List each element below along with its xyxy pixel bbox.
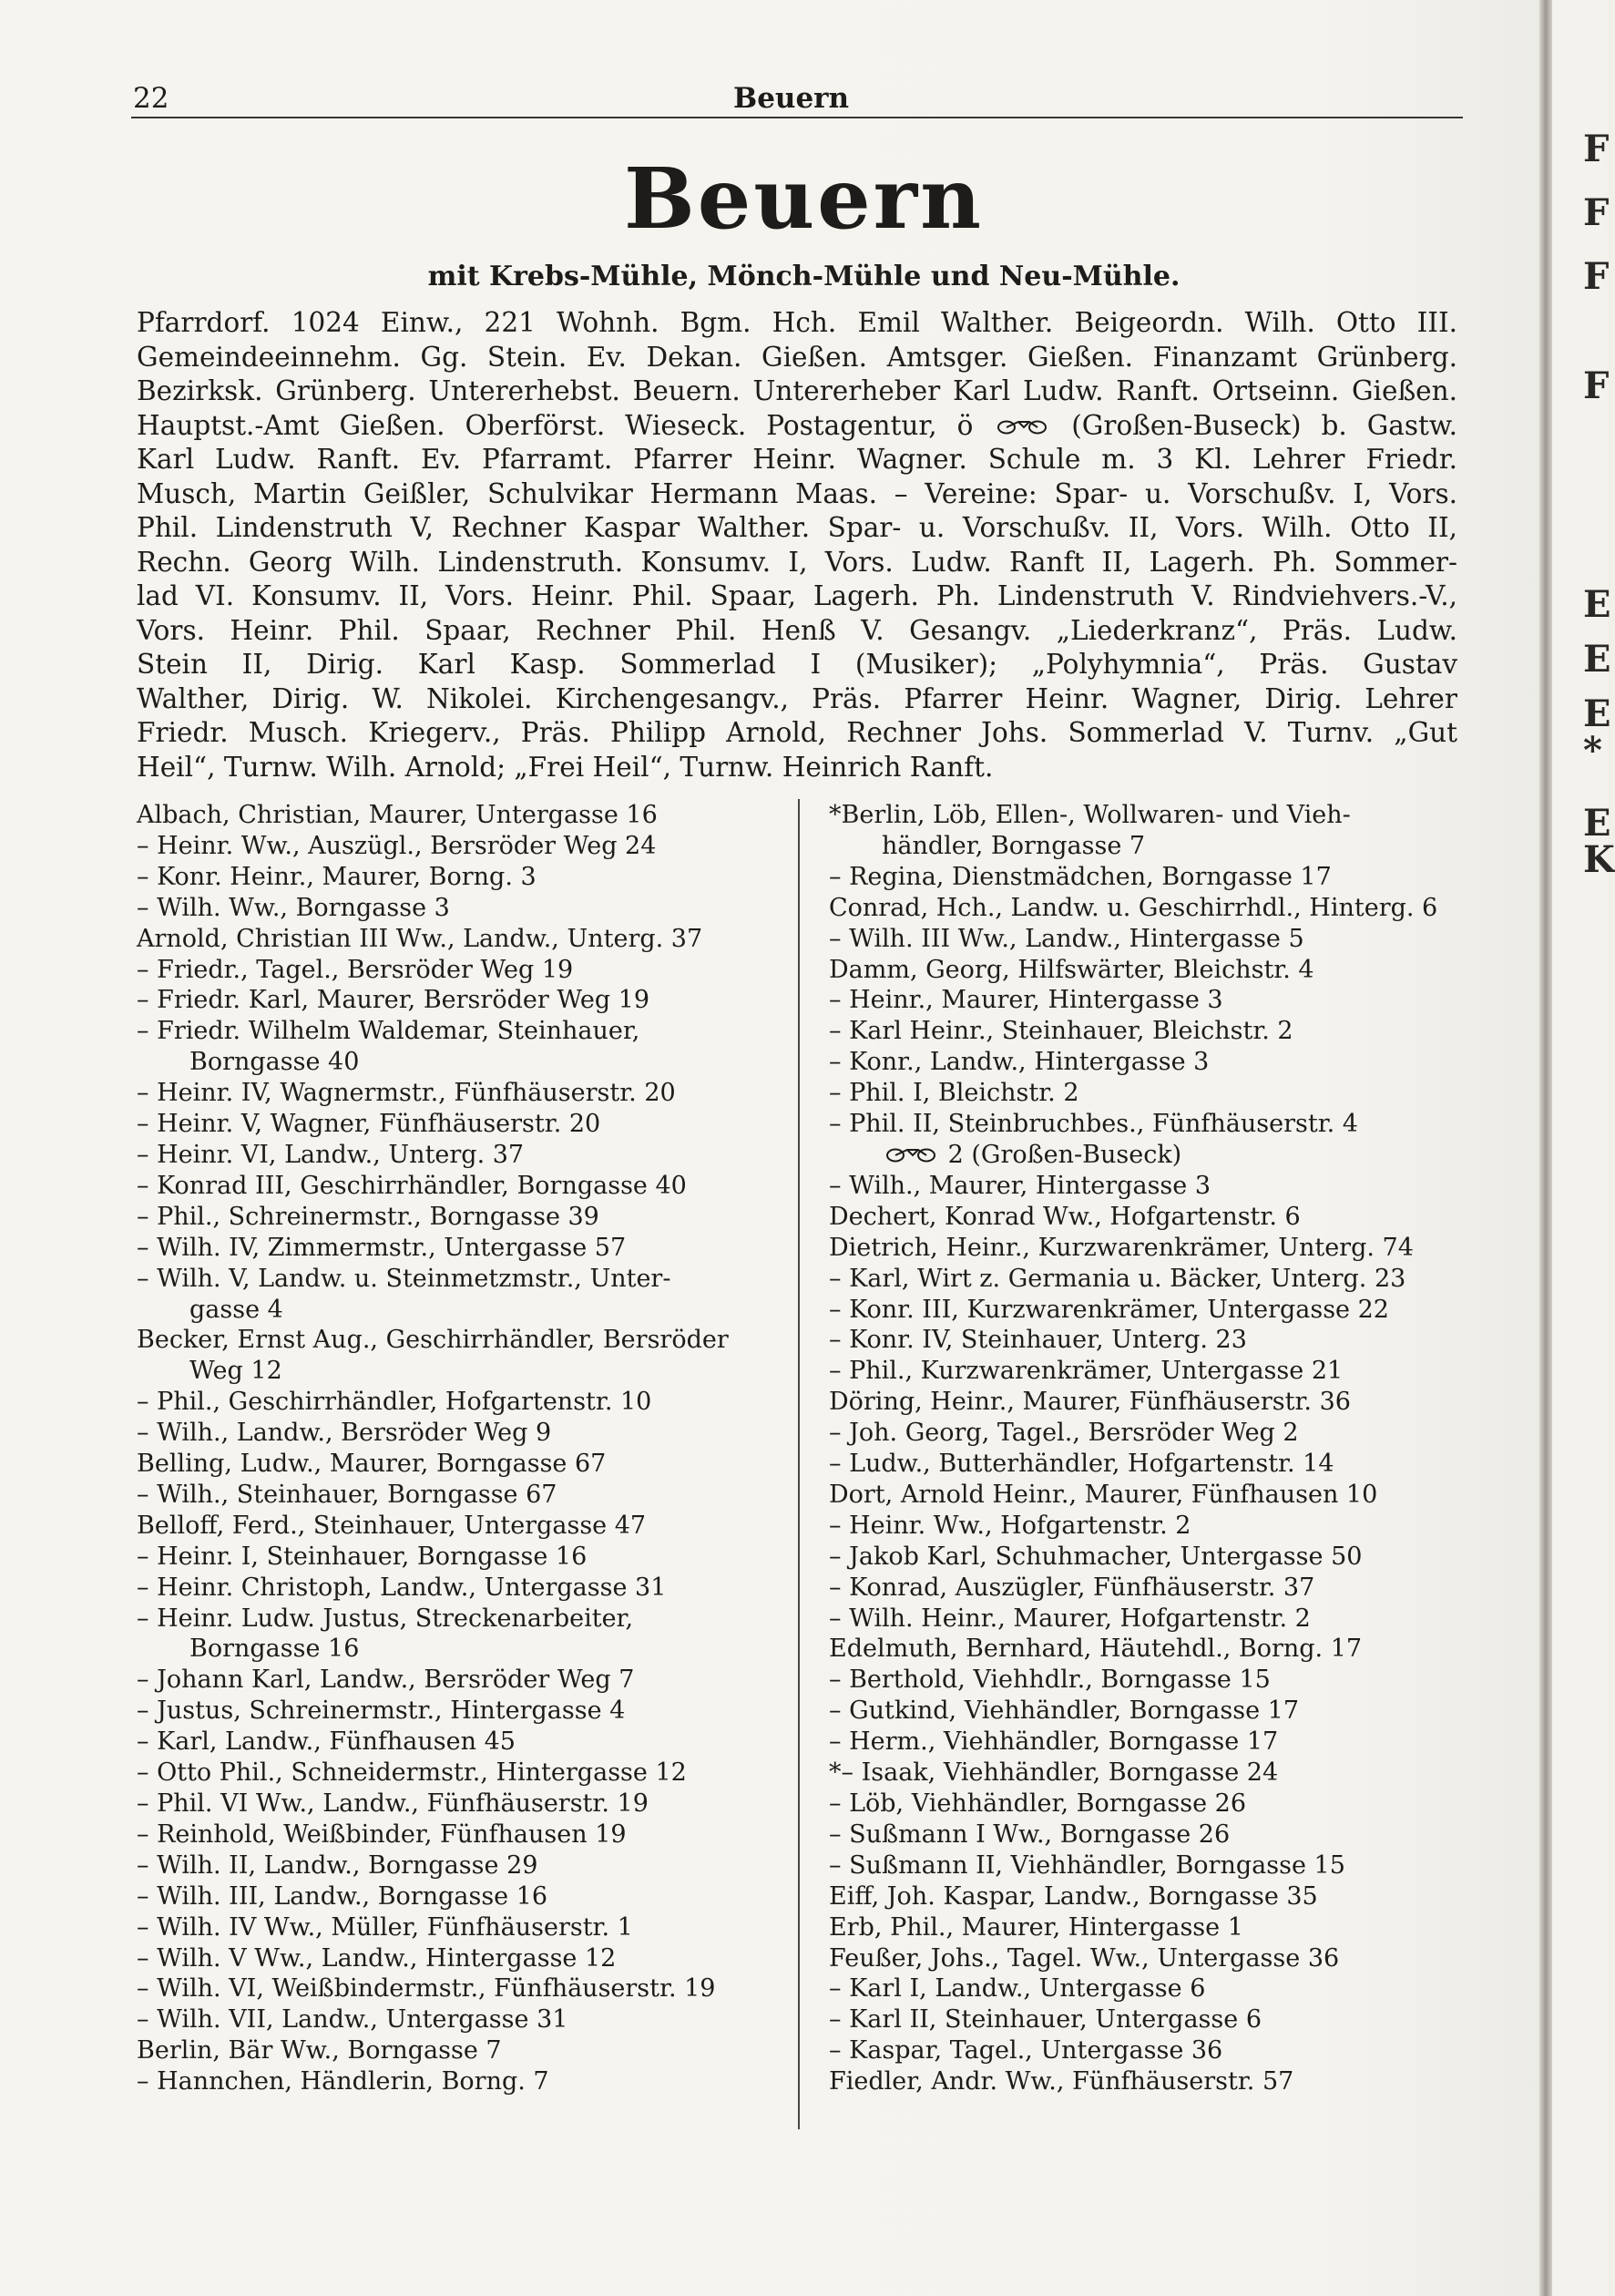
directory-entry: – Phil. I, Bleichstr. 2 [829, 1079, 1079, 1108]
directory-entry: – Regina, Dienstmädchen, Borngasse 17 [829, 862, 1332, 891]
directory-entry: – Konr. Heinr., Maurer, Borng. 3 [137, 862, 537, 891]
directory-entry: – Konr. IV, Steinhauer, Unterg. 23 [829, 1326, 1247, 1355]
directory-entry: – Wilh. IV, Zimmermstr., Untergasse 57 [137, 1233, 627, 1262]
directory-entry: Belloff, Ferd., Steinhauer, Untergasse 47 [137, 1511, 647, 1540]
facing-page-glyph: E [1583, 583, 1611, 626]
directory-entry: Borngasse 16 [189, 1635, 360, 1664]
intro-line-suffix: (Großen-Buseck) b. Gastw. [1051, 409, 1457, 441]
directory-entry: – Friedr. Wilhelm Waldemar, Steinhauer, [137, 1017, 640, 1046]
header-rule [131, 117, 1463, 118]
directory-entry: – Wilh. III Ww., Landw., Hintergasse 5 [829, 924, 1304, 953]
directory-entry: Arnold, Christian III Ww., Landw., Unterg. 37 [137, 924, 703, 953]
directory-entry: – Karl, Landw., Fünfhausen 45 [137, 1727, 516, 1757]
directory-entry: – Wilh. V, Landw. u. Steinmetzmstr., Unter- [137, 1264, 671, 1293]
facing-page-glyph: F [1583, 255, 1610, 298]
directory-entry: – Wilh. VII, Landw., Untergasse 31 [137, 2005, 568, 2035]
directory-entry: – Heinr. IV, Wagnermstr., Fünfhäuserstr. 20 [137, 1079, 676, 1108]
directory-entry: Dietrich, Heinr., Kurzwarenkrämer, Unterg. 74 [829, 1233, 1414, 1262]
facing-page-glyph: * [1583, 729, 1602, 772]
directory-entry: – Heinr. V, Wagner, Fünfhäuserstr. 20 [137, 1110, 601, 1139]
directory-entry: Feußer, Johs., Tagel. Ww., Untergasse 36 [829, 1943, 1340, 1973]
directory-entry: – Heinr. Ww., Hofgartenstr. 2 [829, 1511, 1191, 1540]
bicycle-postal-icon [885, 1147, 936, 1163]
directory-entry: – Otto Phil., Schneidermstr., Hintergasse 12 [137, 1758, 687, 1788]
intro-line: Pfarrdorf. 1024 Einw., 221 Wohnh. Bgm. Hch. Emil Walther. Beigeordn. Wilh. Otto III. [137, 307, 1457, 338]
directory-entry: – Phil., Geschirrhändler, Hofgartenstr. 10 [137, 1388, 652, 1417]
intro-line: Friedr. Musch. Kriegerv., Präs. Philipp Arnold, Rechner Johs. Sommerlad V. Turnv. „Gut [137, 717, 1457, 748]
intro-line: Heil“, Turnw. Wilh. Arnold; „Frei Heil“, Turnw. Heinrich Ranft. [137, 751, 994, 783]
directory-entry: händler, Borngasse 7 [882, 831, 1146, 860]
directory-entry: – Berthold, Viehhdlr., Borngasse 15 [829, 1666, 1271, 1695]
directory-entry: Döring, Heinr., Maurer, Fünfhäuserstr. 36 [829, 1388, 1351, 1417]
directory-entry: Conrad, Hch., Landw. u. Geschirrhdl., Hinterg. 6 [829, 893, 1438, 922]
directory-entry: Albach, Christian, Maurer, Untergasse 16 [137, 801, 658, 829]
intro-line: Phil. Lindenstruth V, Rechner Kaspar Walther. Spar- u. Vorschußv. II, Vors. Wilh. Otto II, [137, 512, 1457, 543]
intro-line: Vors. Heinr. Phil. Spaar, Rechner Phil. Henß V. Gesangv. „Liederkranz“, Präs. Ludw. [137, 614, 1457, 646]
intro-line: Hauptst.-Amt Gießen. Oberförst. Wieseck. Postagentur, ö (Großen-Buseck) b. Gastw. [137, 409, 1457, 441]
directory-entry: – Johann Karl, Landw., Bersröder Weg 7 [137, 1666, 635, 1695]
page-subtitle: mit Krebs-Mühle, Mönch-Mühle und Neu-Mühle. [427, 261, 1181, 292]
directory-entry: – Konrad III, Geschirrhändler, Borngasse 40 [137, 1171, 687, 1200]
directory-entry: – Wilh. Ww., Borngasse 3 [137, 893, 450, 922]
directory-entry: – Heinr. Ludw. Justus, Streckenarbeiter, [137, 1604, 634, 1633]
directory-entry: – Friedr. Karl, Maurer, Bersröder Weg 19 [137, 986, 650, 1015]
facing-page-glyph: E [1583, 638, 1611, 681]
directory-entry: – Wilh. IV Ww., Müller, Fünfhäuserstr. 1 [137, 1912, 633, 1942]
directory-entry: – Konr., Landw., Hintergasse 3 [829, 1048, 1210, 1077]
facing-page-glyph: F [1583, 128, 1610, 170]
intro-line: lad VI. Konsumv. II, Vors. Heinr. Phil. Spaar, Lagerh. Ph. Lindenstruth V. Rindviehvers.-V., [137, 580, 1457, 611]
directory-entry: – Gutkind, Viehhändler, Borngasse 17 [829, 1696, 1300, 1726]
directory-entry: – Hannchen, Händlerin, Borng. 7 [137, 2067, 549, 2096]
directory-entry: Borngasse 40 [189, 1048, 360, 1077]
directory-entry [829, 1140, 1467, 1171]
directory-entry: – Heinr. I, Steinhauer, Borngasse 16 [137, 1542, 588, 1571]
directory-entry: – Wilh. VI, Weißbindermstr., Fünfhäuserstr. 19 [137, 1974, 716, 2004]
directory-entry: Weg 12 [189, 1357, 282, 1386]
directory-entry: – Kaspar, Tagel., Untergasse 36 [829, 2036, 1223, 2065]
intro-line: Rechn. Georg Wilh. Lindenstruth. Konsumv. I, Vors. Ludw. Ranft II, Lagerh. Ph. Sommer- [137, 546, 1457, 578]
directory-entry: – Karl Heinr., Steinhauer, Bleichstr. 2 [829, 1017, 1293, 1046]
directory-entry: – Heinr. Christoph, Landw., Untergasse 31 [137, 1573, 667, 1602]
facing-page-glyph: K [1583, 838, 1615, 881]
directory-entry: – Karl I, Landw., Untergasse 6 [829, 1974, 1206, 2004]
facing-page-glyph: E [1583, 692, 1611, 735]
directory-entry: – Heinr. VI, Landw., Unterg. 37 [137, 1140, 525, 1169]
book-gutter [1539, 0, 1552, 2296]
running-head: Beuern [733, 82, 850, 115]
directory-entry: – Wilh. Heinr., Maurer, Hofgartenstr. 2 [829, 1604, 1311, 1633]
directory-entry: – Konr. III, Kurzwarenkrämer, Untergasse 22 [829, 1295, 1389, 1324]
directory-entry: Eiff, Joh. Kaspar, Landw., Borngasse 35 [829, 1881, 1318, 1911]
directory-entry: – Wilh., Landw., Bersröder Weg 9 [137, 1419, 552, 1448]
directory-entry: – Phil., Schreinermstr., Borngasse 39 [137, 1202, 599, 1231]
directory-entry: Belling, Ludw., Maurer, Borngasse 67 [137, 1450, 607, 1479]
directory-entry: *Berlin, Löb, Ellen-, Wollwaren- und Vieh- [829, 801, 1351, 829]
directory-entry: – Phil., Kurzwarenkrämer, Untergasse 21 [829, 1357, 1344, 1386]
directory-entry: – Sußmann I Ww., Borngasse 26 [829, 1819, 1231, 1849]
directory-entry: – Jakob Karl, Schuhmacher, Untergasse 50 [829, 1542, 1363, 1571]
directory-entry: Erb, Phil., Maurer, Hintergasse 1 [829, 1912, 1243, 1942]
directory-entry: – Sußmann II, Viehhändler, Borngasse 15 [829, 1850, 1345, 1880]
intro-line: Walther, Dirig. W. Nikolei. Kirchengesangv., Präs. Pfarrer Heinr. Wagner, Dirig. Lehrer [137, 682, 1457, 714]
intro-line: Karl Ludw. Ranft. Ev. Pfarramt. Pfarrer Heinr. Wagner. Schule m. 3 Kl. Lehrer Friedr. [137, 444, 1457, 475]
directory-entry: – Ludw., Butterhändler, Hofgartenstr. 14 [829, 1450, 1334, 1479]
intro-paragraph [137, 306, 1457, 784]
directory-entry: – Wilh. II, Landw., Borngasse 29 [137, 1850, 538, 1880]
directory-entry: – Wilh., Maurer, Hintergasse 3 [829, 1171, 1211, 1200]
directory-entry: – Karl, Wirt z. Germania u. Bäcker, Unterg. 23 [829, 1264, 1406, 1293]
directory-entry: Damm, Georg, Hilfswärter, Bleichstr. 4 [829, 955, 1314, 984]
facing-page-edge [1552, 0, 1615, 2296]
intro-line: Musch, Martin Geißler, Schulvikar Hermann Maas. – Vereine: Spar- u. Vorschußv. I, Vors. [137, 477, 1457, 509]
directory-entry: Berlin, Bär Ww., Borngasse 7 [137, 2036, 502, 2065]
facing-page-glyph: F [1583, 364, 1610, 407]
intro-line: Gemeindeeinnehm. Gg. Stein. Ev. Dekan. Gießen. Amtsger. Gießen. Finanzamt Grünberg. [137, 341, 1457, 373]
page-title: Beuern [623, 149, 985, 248]
directory-entry: – Joh. Georg, Tagel., Bersröder Weg 2 [829, 1419, 1299, 1448]
left-column [137, 800, 774, 2097]
directory-entry: Edelmuth, Bernhard, Häutehdl., Borng. 17 [829, 1635, 1363, 1664]
column-divider [798, 799, 800, 2129]
directory-entry: – Konrad, Auszügler, Fünfhäuserstr. 37 [829, 1573, 1315, 1602]
directory-entry: – Phil. VI Ww., Landw., Fünfhäuserstr. 19 [137, 1789, 649, 1818]
directory-entry: *– Isaak, Viehhändler, Borngasse 24 [829, 1758, 1279, 1788]
right-column [829, 800, 1467, 2097]
directory-entry: – Karl II, Steinhauer, Untergasse 6 [829, 2005, 1262, 2035]
facing-page-glyph: E [1583, 802, 1611, 845]
directory-entry: – Heinr. Ww., Auszügl., Bersröder Weg 24 [137, 831, 657, 860]
directory-entry: gasse 4 [189, 1295, 283, 1324]
intro-line: Stein II, Dirig. Karl Kasp. Sommerlad I (Musiker); „Polyhymnia“, Präs. Gustav [137, 649, 1457, 680]
directory-entry: Dort, Arnold Heinr., Maurer, Fünfhausen 10 [829, 1480, 1378, 1509]
directory-entry: Becker, Ernst Aug., Geschirrhändler, Bersröder [137, 1326, 729, 1355]
directory-entry: – Phil. II, Steinbruchbes., Fünfhäuserstr. 4 [829, 1110, 1358, 1139]
directory-entry: Dechert, Konrad Ww., Hofgartenstr. 6 [829, 1202, 1301, 1231]
directory-entry: – Wilh., Steinhauer, Borngasse 67 [137, 1480, 557, 1509]
directory-entry: – Justus, Schreinermstr., Hintergasse 4 [137, 1696, 626, 1726]
directory-entry: Fiedler, Andr. Ww., Fünfhäuserstr. 57 [829, 2067, 1294, 2096]
page-number: 22 [133, 82, 169, 115]
bicycle-postal-icon [997, 419, 1048, 436]
directory-entry: – Reinhold, Weißbinder, Fünfhausen 19 [137, 1819, 627, 1849]
entry-text: 2 (Großen-Buseck) [940, 1140, 1182, 1169]
directory-entry: – Wilh. V Ww., Landw., Hintergasse 12 [137, 1943, 617, 1973]
directory-entry: – Friedr., Tagel., Bersröder Weg 19 [137, 955, 574, 984]
directory-entry: – Wilh. III, Landw., Borngasse 16 [137, 1881, 548, 1911]
facing-page-glyph: F [1583, 191, 1610, 234]
directory-entry: – Löb, Viehhändler, Borngasse 26 [829, 1789, 1247, 1818]
directory-entry: – Herm., Viehhändler, Borngasse 17 [829, 1727, 1279, 1757]
directory-entry: – Heinr., Maurer, Hintergasse 3 [829, 986, 1223, 1015]
intro-line: Bezirksk. Grünberg. Untererhebst. Beuern. Untererheber Karl Ludw. Ranft. Ortseinn. Gießen. [137, 375, 1457, 406]
